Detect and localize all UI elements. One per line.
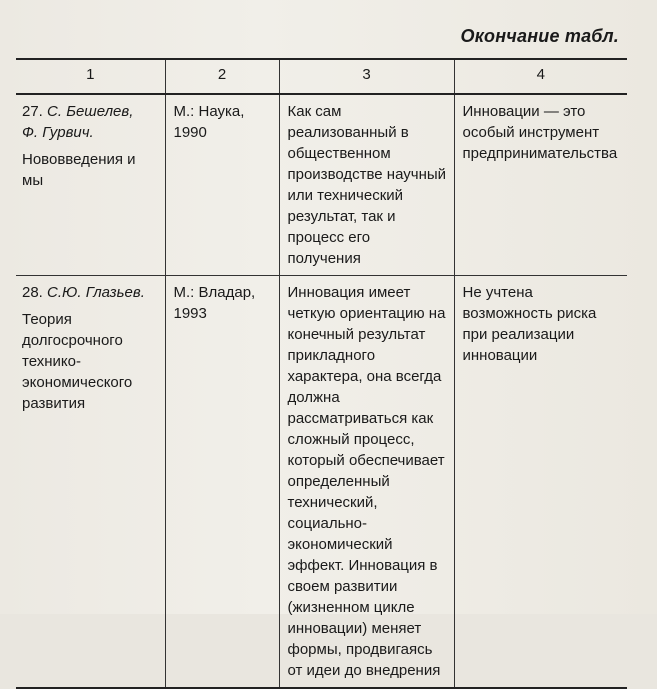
table-row: [16, 276, 627, 689]
table-row: [16, 94, 627, 276]
definition-cell: Как сам реализованный в общественном производстве научный или технический результат, так и процесс его получения: [279, 94, 454, 276]
author-name: С.Ю. Глазьев.: [47, 284, 145, 301]
work-title: Теория долгосрочного технико-экономического развития: [22, 311, 133, 412]
author-name: Ф. Гурвич.: [22, 124, 94, 141]
column-header-2: 2: [165, 59, 279, 94]
column-header-3: 3: [279, 59, 454, 94]
author-cell: [16, 276, 165, 689]
publisher-cell: М.: Наука, 1990: [165, 94, 279, 276]
column-header-1: 1: [86, 66, 95, 83]
innovation-definitions-table: [16, 58, 627, 689]
work-title: Нововведения и мы: [22, 151, 136, 189]
author-cell: [16, 94, 165, 276]
table-continuation-caption: Окончание табл.: [460, 26, 619, 46]
notes-cell: Инновации — это особый инструмент предпринимательства: [454, 94, 627, 276]
definition-cell: Инновация имеет четкую ориентацию на конечный результат прикладного характера, она всегда должна рассматриваться как сложный процесс, который обеспечивает определенный технический, социально-экономический эффект. Инновация в своем развитии (жизненном цикле инновации) меняет формы, продвигаясь от идеи до внедрения: [279, 276, 454, 689]
column-header-4: 4: [454, 59, 627, 94]
row-number: 27.: [22, 103, 43, 120]
table-header-row: [16, 59, 627, 94]
notes-cell: Не учтена возможность риска при реализации инновации: [454, 276, 627, 689]
author-name: С. Бешелев,: [47, 103, 134, 120]
row-number: 28.: [22, 284, 43, 301]
publisher-cell: М.: Владар, 1993: [165, 276, 279, 689]
